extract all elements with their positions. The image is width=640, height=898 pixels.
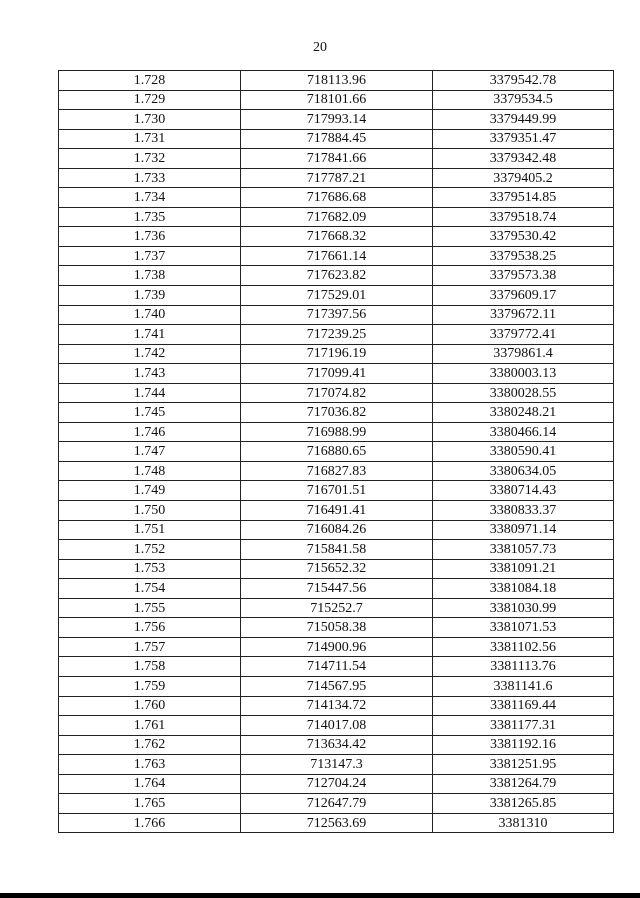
y-coordinate-cell: 3379772.41: [433, 325, 614, 345]
point-id-cell: 1.741: [59, 325, 241, 345]
point-id-cell: 1.757: [59, 637, 241, 657]
x-coordinate-cell: 717661.14: [241, 246, 433, 266]
y-coordinate-cell: 3380714.43: [433, 481, 614, 501]
y-coordinate-cell: 3380590.41: [433, 442, 614, 462]
point-id-cell: 1.738: [59, 266, 241, 286]
point-id-cell: 1.729: [59, 90, 241, 110]
table-row: [59, 461, 614, 481]
point-id-cell: 1.737: [59, 246, 241, 266]
y-coordinate-cell: 3380634.05: [433, 461, 614, 481]
x-coordinate-cell: 715447.56: [241, 579, 433, 599]
y-coordinate-cell: 3381264.79: [433, 774, 614, 794]
point-id-cell: 1.739: [59, 286, 241, 306]
table-row: [59, 149, 614, 169]
point-id-cell: 1.751: [59, 520, 241, 540]
y-coordinate-cell: 3379609.17: [433, 286, 614, 306]
point-id-cell: 1.754: [59, 579, 241, 599]
table-row: [59, 735, 614, 755]
point-id-cell: 1.759: [59, 676, 241, 696]
y-coordinate-cell: 3379672.11: [433, 305, 614, 325]
x-coordinate-cell: 716701.51: [241, 481, 433, 501]
table-row: [59, 579, 614, 599]
x-coordinate-cell: 717036.82: [241, 403, 433, 423]
point-id-cell: 1.752: [59, 540, 241, 560]
x-coordinate-cell: 717239.25: [241, 325, 433, 345]
table-row: [59, 110, 614, 130]
x-coordinate-cell: 714567.95: [241, 676, 433, 696]
x-coordinate-cell: 715058.38: [241, 618, 433, 638]
point-id-cell: 1.763: [59, 755, 241, 775]
y-coordinate-cell: 3381141.6: [433, 676, 614, 696]
x-coordinate-cell: 717841.66: [241, 149, 433, 169]
y-coordinate-cell: 3381030.99: [433, 598, 614, 618]
table-row: [59, 188, 614, 208]
point-id-cell: 1.764: [59, 774, 241, 794]
table-row: [59, 325, 614, 345]
table-row: [59, 129, 614, 149]
y-coordinate-cell: 3380003.13: [433, 364, 614, 384]
x-coordinate-cell: 713634.42: [241, 735, 433, 755]
table-row: [59, 520, 614, 540]
point-id-cell: 1.743: [59, 364, 241, 384]
point-id-cell: 1.728: [59, 71, 241, 91]
table-row: [59, 383, 614, 403]
table-row: [59, 90, 614, 110]
x-coordinate-cell: 717993.14: [241, 110, 433, 130]
point-id-cell: 1.765: [59, 794, 241, 814]
table-row: [59, 481, 614, 501]
x-coordinate-cell: 717884.45: [241, 129, 433, 149]
table-row: [59, 618, 614, 638]
y-coordinate-cell: 3380833.37: [433, 501, 614, 521]
y-coordinate-cell: 3379518.74: [433, 207, 614, 227]
table-row: [59, 364, 614, 384]
x-coordinate-cell: 715252.7: [241, 598, 433, 618]
point-id-cell: 1.736: [59, 227, 241, 247]
x-coordinate-cell: 715652.32: [241, 559, 433, 579]
y-coordinate-cell: 3379351.47: [433, 129, 614, 149]
point-id-cell: 1.742: [59, 344, 241, 364]
x-coordinate-cell: 717074.82: [241, 383, 433, 403]
y-coordinate-cell: 3379538.25: [433, 246, 614, 266]
y-coordinate-cell: 3380248.21: [433, 403, 614, 423]
table-row: [59, 227, 614, 247]
x-coordinate-cell: 717196.19: [241, 344, 433, 364]
y-coordinate-cell: 3379861.4: [433, 344, 614, 364]
y-coordinate-cell: 3381071.53: [433, 618, 614, 638]
point-id-cell: 1.760: [59, 696, 241, 716]
x-coordinate-cell: 714711.54: [241, 657, 433, 677]
point-id-cell: 1.733: [59, 168, 241, 188]
coordinates-table: [58, 70, 614, 833]
x-coordinate-cell: 717787.21: [241, 168, 433, 188]
x-coordinate-cell: 718113.96: [241, 71, 433, 91]
x-coordinate-cell: 712704.24: [241, 774, 433, 794]
table-row: [59, 501, 614, 521]
table-row: [59, 559, 614, 579]
y-coordinate-cell: 3381169.44: [433, 696, 614, 716]
point-id-cell: 1.753: [59, 559, 241, 579]
point-id-cell: 1.758: [59, 657, 241, 677]
x-coordinate-cell: 717686.68: [241, 188, 433, 208]
point-id-cell: 1.745: [59, 403, 241, 423]
page-bottom-edge: [0, 893, 640, 898]
x-coordinate-cell: 717397.56: [241, 305, 433, 325]
point-id-cell: 1.740: [59, 305, 241, 325]
x-coordinate-cell: 717682.09: [241, 207, 433, 227]
table-row: [59, 344, 614, 364]
y-coordinate-cell: 3380971.14: [433, 520, 614, 540]
y-coordinate-cell: 3381084.18: [433, 579, 614, 599]
x-coordinate-cell: 718101.66: [241, 90, 433, 110]
table-row: [59, 305, 614, 325]
table-row: [59, 286, 614, 306]
table-row: [59, 676, 614, 696]
point-id-cell: 1.734: [59, 188, 241, 208]
table-row: [59, 755, 614, 775]
y-coordinate-cell: 3381265.85: [433, 794, 614, 814]
x-coordinate-cell: 717099.41: [241, 364, 433, 384]
point-id-cell: 1.732: [59, 149, 241, 169]
table-row: [59, 598, 614, 618]
page-number: 20: [313, 40, 327, 55]
table-row: [59, 774, 614, 794]
y-coordinate-cell: 3379534.5: [433, 90, 614, 110]
y-coordinate-cell: 3379530.42: [433, 227, 614, 247]
x-coordinate-cell: 712647.79: [241, 794, 433, 814]
x-coordinate-cell: 716491.41: [241, 501, 433, 521]
x-coordinate-cell: 716084.26: [241, 520, 433, 540]
y-coordinate-cell: 3379542.78: [433, 71, 614, 91]
point-id-cell: 1.756: [59, 618, 241, 638]
table-row: [59, 442, 614, 462]
point-id-cell: 1.731: [59, 129, 241, 149]
table-row: [59, 813, 614, 833]
table-row: [59, 716, 614, 736]
y-coordinate-cell: 3381192.16: [433, 735, 614, 755]
y-coordinate-cell: 3379405.2: [433, 168, 614, 188]
x-coordinate-cell: 714900.96: [241, 637, 433, 657]
table-row: [59, 266, 614, 286]
y-coordinate-cell: 3381113.76: [433, 657, 614, 677]
table-row: [59, 422, 614, 442]
y-coordinate-cell: 3379449.99: [433, 110, 614, 130]
point-id-cell: 1.747: [59, 442, 241, 462]
y-coordinate-cell: 3381310: [433, 813, 614, 833]
point-id-cell: 1.744: [59, 383, 241, 403]
table-row: [59, 657, 614, 677]
table-row: [59, 540, 614, 560]
point-id-cell: 1.746: [59, 422, 241, 442]
y-coordinate-cell: 3381057.73: [433, 540, 614, 560]
y-coordinate-cell: 3380466.14: [433, 422, 614, 442]
point-id-cell: 1.755: [59, 598, 241, 618]
y-coordinate-cell: 3381102.56: [433, 637, 614, 657]
x-coordinate-cell: 717529.01: [241, 286, 433, 306]
table-row: [59, 71, 614, 91]
table-row: [59, 403, 614, 423]
x-coordinate-cell: 717668.32: [241, 227, 433, 247]
y-coordinate-cell: 3381251.95: [433, 755, 614, 775]
x-coordinate-cell: 716880.65: [241, 442, 433, 462]
y-coordinate-cell: 3379573.38: [433, 266, 614, 286]
table-row: [59, 696, 614, 716]
x-coordinate-cell: 716827.83: [241, 461, 433, 481]
point-id-cell: 1.761: [59, 716, 241, 736]
y-coordinate-cell: 3381177.31: [433, 716, 614, 736]
x-coordinate-cell: 713147.3: [241, 755, 433, 775]
table-row: [59, 794, 614, 814]
x-coordinate-cell: 716988.99: [241, 422, 433, 442]
point-id-cell: 1.766: [59, 813, 241, 833]
x-coordinate-cell: 714134.72: [241, 696, 433, 716]
x-coordinate-cell: 712563.69: [241, 813, 433, 833]
point-id-cell: 1.750: [59, 501, 241, 521]
point-id-cell: 1.730: [59, 110, 241, 130]
y-coordinate-cell: 3379514.85: [433, 188, 614, 208]
y-coordinate-cell: 3381091.21: [433, 559, 614, 579]
table-row: [59, 637, 614, 657]
x-coordinate-cell: 714017.08: [241, 716, 433, 736]
y-coordinate-cell: 3380028.55: [433, 383, 614, 403]
point-id-cell: 1.749: [59, 481, 241, 501]
point-id-cell: 1.762: [59, 735, 241, 755]
x-coordinate-cell: 715841.58: [241, 540, 433, 560]
table-row: [59, 168, 614, 188]
point-id-cell: 1.748: [59, 461, 241, 481]
y-coordinate-cell: 3379342.48: [433, 149, 614, 169]
x-coordinate-cell: 717623.82: [241, 266, 433, 286]
coordinates-table-body: [59, 71, 614, 833]
table-row: [59, 246, 614, 266]
table-row: [59, 207, 614, 227]
point-id-cell: 1.735: [59, 207, 241, 227]
